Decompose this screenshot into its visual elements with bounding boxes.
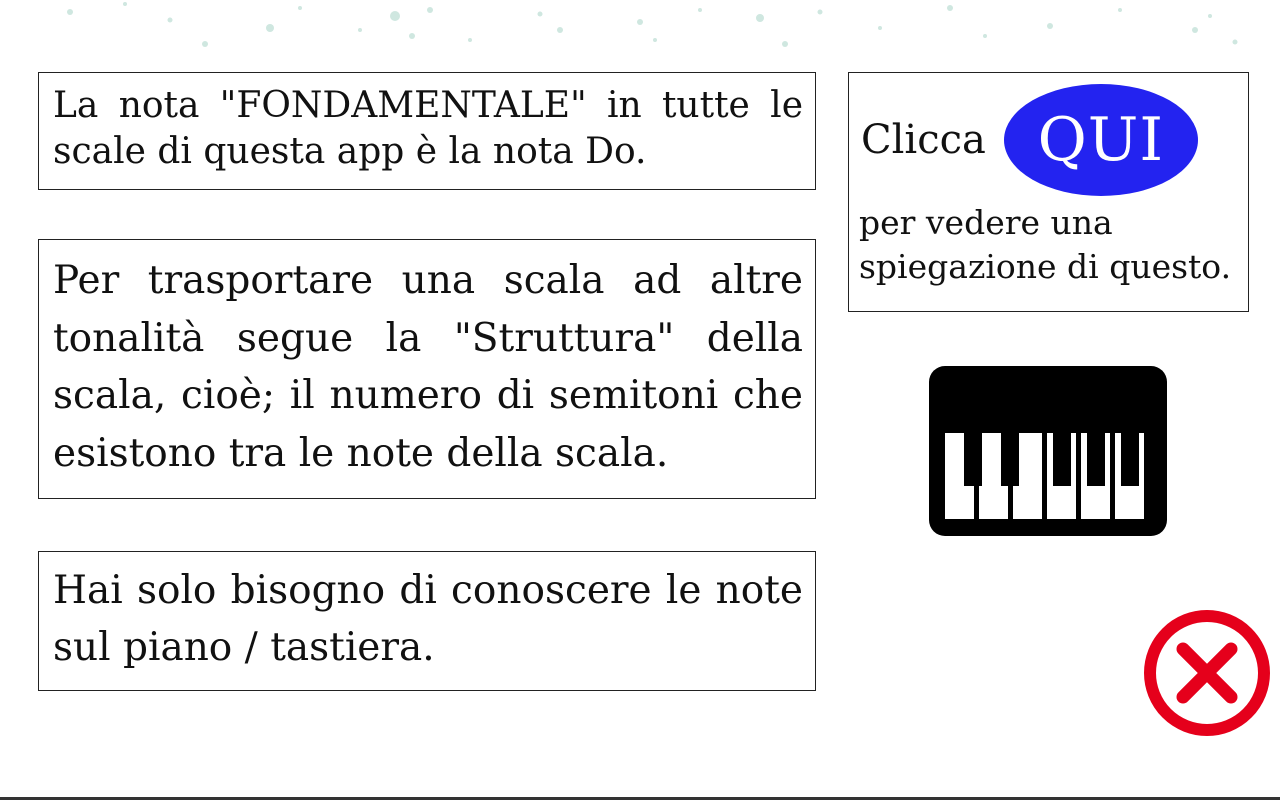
close-icon[interactable] — [1143, 609, 1271, 737]
help-box — [848, 72, 1249, 312]
transpose-box — [38, 239, 816, 499]
qui-button[interactable]: QUI — [1004, 84, 1198, 196]
paint-splatter-decoration — [0, 0, 1280, 60]
transpose-text: Per trasportare una scala ad altre tonalità segue la "Struttura" della scala, cioè; il numero di semitoni che esistono tra le note della scala. — [53, 258, 803, 477]
fundamental-note-text: La nota "FONDAMENTALE" in tutte le scale di questa app è la nota Do. — [53, 85, 803, 172]
requirement-box — [38, 551, 816, 691]
fundamental-note-box — [38, 72, 816, 190]
help-description: per vedere una spiegazione di questo. — [859, 203, 1232, 286]
piano-keyboard-icon[interactable] — [929, 366, 1167, 536]
requirement-text: Hai solo bisogno di conoscere le note sul piano / tastiera. — [53, 568, 803, 670]
click-label: Clicca — [861, 116, 986, 163]
